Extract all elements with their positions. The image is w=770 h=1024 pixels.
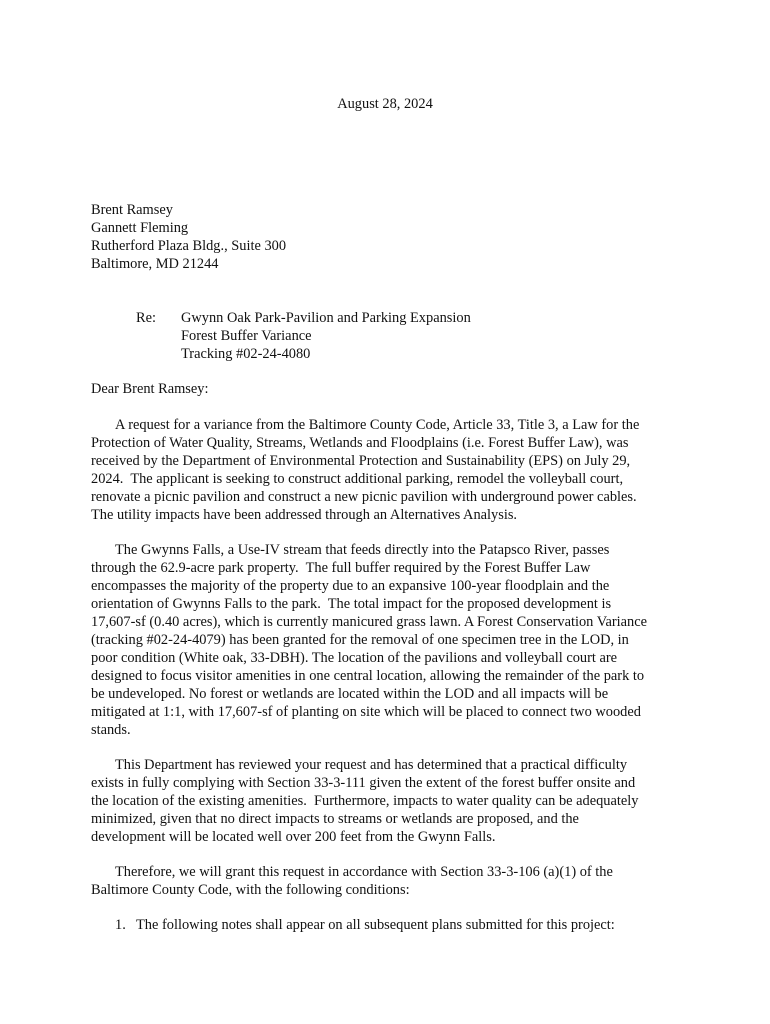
re-line: Tracking #02-24-4080	[181, 346, 311, 362]
paragraph-line: (tracking #02-24-4079) has been granted for the removal of one specimen tree in the LOD, in	[91, 632, 629, 648]
paragraph-line: encompasses the majority of the property due to an expansive 100-year floodplain and the	[91, 578, 610, 594]
paragraph-line: orientation of Gwynns Falls to the park. The total impact for the proposed development is	[91, 596, 612, 612]
paragraph-line: A request for a variance from the Baltimore County Code, Article 33, Title 3, a Law for the	[115, 417, 640, 433]
paragraph-line: 17,607-sf (0.40 acres), which is currently manicured grass lawn. A Forest Conservation Variance	[91, 614, 648, 630]
recipient-street: Rutherford Plaza Bldg., Suite 300	[91, 238, 287, 254]
paragraph-line: poor condition (White oak, 33-DBH). The location of the pavilions and volleyball court are	[91, 650, 618, 666]
list-item-text: The following notes shall appear on all subsequent plans submitted for this project:	[136, 917, 615, 933]
list-number: 1.	[115, 917, 126, 933]
re-label: Re:	[136, 310, 156, 326]
paragraph-line: the location of the existing amenities. Furthermore, impacts to water quality can be adequately	[91, 793, 639, 809]
paragraph-line: This Department has reviewed your request and has determined that a practical difficulty	[115, 757, 628, 773]
paragraph-line: received by the Department of Environmental Protection and Sustainability (EPS) on July 29,	[91, 453, 631, 469]
re-line: Forest Buffer Variance	[181, 328, 312, 344]
recipient-name: Brent Ramsey	[91, 202, 173, 218]
paragraph-line: through the 62.9-acre park property. The full buffer required by the Forest Buffer Law	[91, 560, 591, 576]
salutation: Dear Brent Ramsey:	[91, 381, 209, 397]
paragraph-line: minimized, given that no direct impacts to streams or wetlands are proposed, and the	[91, 811, 579, 827]
re-line: Gwynn Oak Park-Pavilion and Parking Expansion	[181, 310, 471, 326]
paragraph-line: Protection of Water Quality, Streams, Wetlands and Floodplains (i.e. Forest Buffer Law), was	[91, 435, 629, 451]
paragraph-line: Baltimore County Code, with the following conditions:	[91, 882, 410, 898]
paragraph-line: designed to focus visitor amenities in one central location, allowing the remainder of the park to	[91, 668, 645, 684]
paragraph-line: stands.	[91, 722, 131, 738]
paragraph-line: development will be located well over 200 feet from the Gwynn Falls.	[91, 829, 496, 845]
paragraph-line: renovate a picnic pavilion and construct a new picnic pavilion with underground power cables.	[91, 489, 637, 505]
paragraph-line: The utility impacts have been addressed through an Alternatives Analysis.	[91, 507, 518, 523]
paragraph-line: Therefore, we will grant this request in accordance with Section 33-3-106 (a)(1) of the	[115, 864, 613, 880]
paragraph-line: 2024. The applicant is seeking to construct additional parking, remodel the volleyball court,	[91, 471, 624, 487]
recipient-company: Gannett Fleming	[91, 220, 189, 236]
paragraph-line: mitigated at 1:1, with 17,607-sf of planting on site which will be placed to connect two wooded	[91, 704, 641, 720]
paragraph-line: exists in fully complying with Section 33-3-111 given the extent of the forest buffer onsite and	[91, 775, 636, 791]
paragraph-line: The Gwynns Falls, a Use-IV stream that feeds directly into the Patapsco River, passes	[115, 542, 610, 558]
letter-date: August 28, 2024	[337, 96, 433, 112]
paragraph-line: be undeveloped. No forest or wetlands are located within the LOD and all impacts will be	[91, 686, 609, 702]
recipient-city: Baltimore, MD 21244	[91, 256, 219, 272]
